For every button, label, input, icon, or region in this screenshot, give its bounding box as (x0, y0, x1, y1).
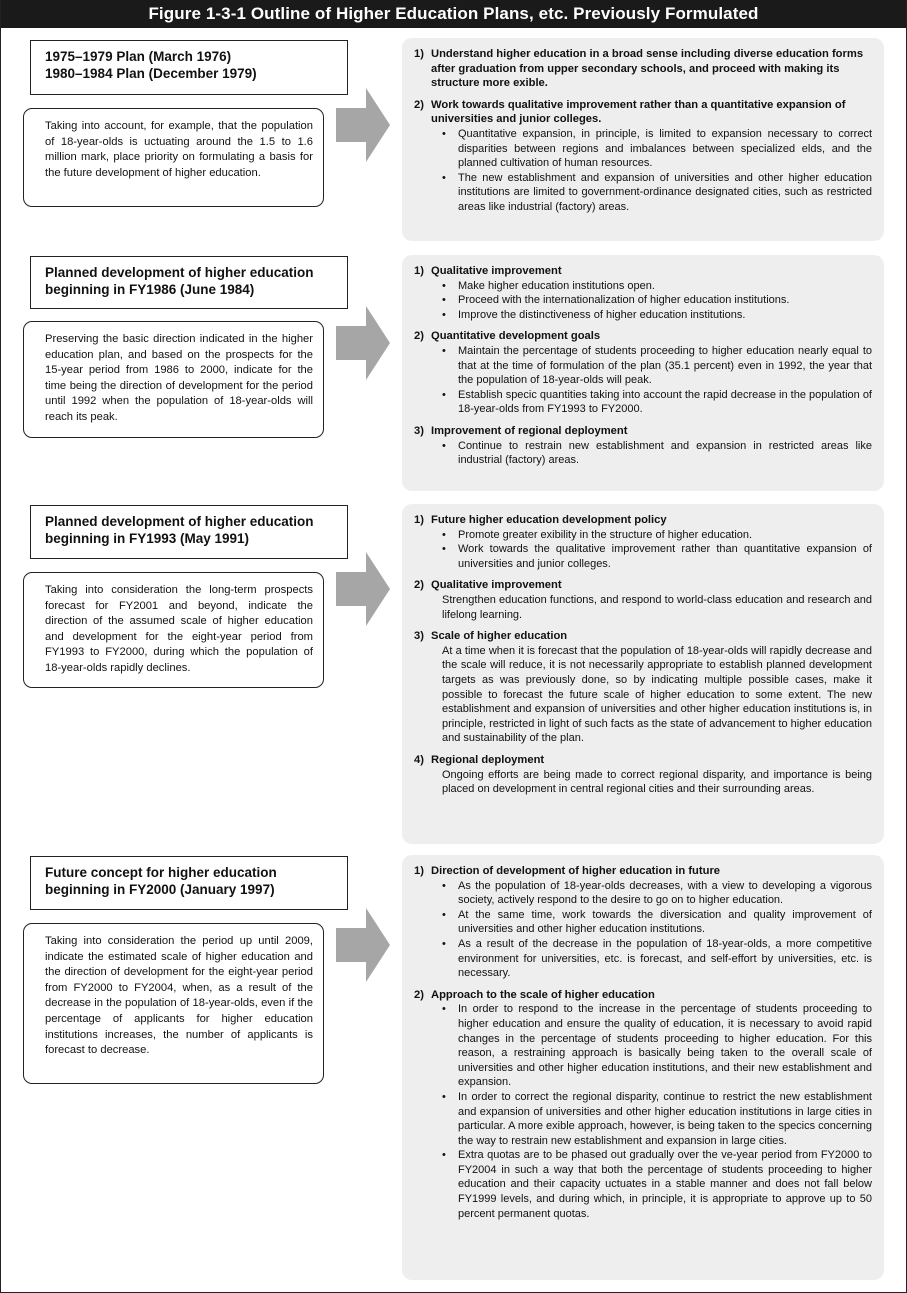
detail-item (414, 424, 872, 468)
plan-heading (30, 856, 348, 910)
bullet-item: • The new establishment and expansion of universities and other higher education institutions are limited to government-ordinance designated cities, such as restricted areas like industrial (factory) areas. (442, 171, 872, 215)
plan-description: Taking into consideration the period up until 2009, indicate the estimated scale of higher education and the direction of development for the eight-year period from FY2000 to FY2004, when, as a result of the decrease in the population of 18-year-olds, even if the percentage of applicants for higher education institutions increases, the number of applicants is forecast to decrease. (23, 923, 324, 1084)
item-number: 4) (414, 753, 424, 766)
bullet-item: • In order to respond to the increase in the percentage of students proceeding to higher education and ensure the quality of education, it is necessary to avoid rapid changes in the percentage of students proceeding to higher education. For this reason, a restraining approach is basically being taken to the overall scale of universities and other higher education institutions, and their new establishment and expansion. (442, 1002, 872, 1090)
bullet-item: • Proceed with the internationalization of higher education institutions. (442, 293, 872, 308)
detail-item (414, 629, 872, 746)
bullet-item: • Work towards the qualitative improvement rather than quantitative expansion of universities and junior colleges. (442, 542, 872, 571)
item-title: Qualitative improvement (431, 265, 562, 277)
item-number: 1) (414, 514, 424, 526)
item-title: Future higher education development policy (431, 514, 667, 526)
detail-item (414, 864, 872, 981)
bullet-item: • At the same time, work towards the diversication and quality improvement of universities and other higher education institutions. (442, 908, 872, 937)
right-arrow-icon (336, 552, 390, 626)
bullet-item: • Establish specic quantities taking into account the rapid decrease in the population of 18-year-olds from FY1993 to FY2000. (442, 388, 872, 417)
plan-heading (30, 256, 348, 309)
item-number: 1) (414, 865, 424, 877)
right-arrow-icon (336, 306, 390, 380)
bullet-item: • As a result of the decrease in the population of 18-year-olds, a more competitive environment for universities, etc. is forecast, and self-effort by universities, etc. is necessary. (442, 937, 872, 981)
bullet-item: • Improve the distinctiveness of higher education institutions. (442, 308, 872, 323)
item-number: 3) (414, 424, 424, 437)
plan-heading (30, 505, 348, 559)
item-title: Understand higher education in a broad sense including diverse education forms after graduation from upper secondary schools, and proceed with making its structure more exible. (431, 48, 864, 90)
item-title: Scale of higher education (431, 630, 568, 643)
bullet-item: • Extra quotas are to be phased out gradually over the ve-year period from FY2000 to FY2004 in such a way that both the percentage of students proceeding to higher education and their capacity uctuates in a stable manner and does not fall below FY1999 levels, and during which, in principle, it is appropriate to approve up to 50 percent permanent quotas. (442, 1148, 872, 1221)
plan-heading-line: Planned development of higher education beginning in FY1993 (May 1991) (45, 514, 314, 546)
item-title: Regional deployment (431, 753, 545, 766)
plan-details (402, 38, 884, 241)
item-number: 1) (414, 265, 424, 277)
bullet-item: • Maintain the percentage of students proceeding to higher education nearly equal to that at the time of formulation of the plan (35.1 percent) even in 1992, the year that the population of 18-year-olds will peak. (442, 344, 872, 388)
item-number: 3) (414, 630, 424, 643)
item-title: Quantitative development goals (431, 330, 601, 343)
plan-description: Preserving the basic direction indicated in the higher education plan, and based on the prospects for the 15-year period from 1986 to 2000, indicate for the time being the direction of development for the period until 1992 when the population of 18-year-olds will reach its peak. (23, 321, 324, 438)
detail-item (414, 988, 872, 1222)
detail-item (414, 47, 872, 91)
item-text: Strengthen education functions, and respond to world-class education and research and lifelong learning. (442, 593, 872, 621)
item-number: 1) (414, 48, 424, 60)
bullet-item: • In order to correct the regional disparity, continue to restrict the new establishment and expansion of universities and other higher education institutions in large cities in particular. A more exible approach, however, is being taken to the specics concerning the way to restrain new establishment and expansion in large cities. (442, 1090, 872, 1148)
item-title: Qualitative improvement (431, 579, 562, 592)
item-text: Ongoing efforts are being made to correct regional disparity, and importance is being placed on development in central regional cities and their surrounding areas. (442, 768, 872, 796)
bullet-item: • Make higher education institutions open. (442, 279, 872, 294)
plan-description: Taking into consideration the long-term prospects forecast for FY2001 and beyond, indicate the direction of the assumed scale of higher education and development for the eight-year period from FY1993 to FY2000, during which the population of 18-year-olds rapidly declines. (23, 572, 324, 688)
item-number: 2) (414, 988, 424, 1001)
plan-heading-line: 1975–1979 Plan (March 1976) (45, 49, 232, 64)
detail-item (414, 264, 872, 322)
bullet-item: • Quantitative expansion, in principle, is limited to expansion necessary to correct disparities between regions and imbalances between specialized elds, and the planned cultivation of human resources. (442, 127, 872, 171)
plan-heading-line: 1980–1984 Plan (December 1979) (45, 66, 257, 81)
bullet-item: • Promote greater exibility in the structure of higher education. (442, 528, 872, 543)
plan-details (402, 255, 884, 491)
plan-details (402, 855, 884, 1280)
bullet-item: • Continue to restrain new establishment and expansion in restricted areas like industrial (factory) areas. (442, 439, 872, 468)
item-number: 2) (414, 330, 424, 343)
detail-item (414, 98, 872, 215)
plan-heading-line: Future concept for higher education beginning in FY2000 (January 1997) (45, 865, 277, 897)
figure-title: Figure 1-3-1 Outline of Higher Education Plans, etc. Previously Formulated (1, 0, 906, 28)
detail-item (414, 753, 872, 797)
detail-item (414, 513, 872, 571)
right-arrow-icon (336, 908, 390, 982)
plan-details (402, 504, 884, 844)
item-text: At a time when it is forecast that the population of 18-year-olds will rapidly decrease and the scale will reduce, it is not necessarily appropriate to establish planned development targets as was previously done, so by indicating multiple possible cases, make it possible to forecast the future scale of higher education to some extent. The new establishment and expansion of universities and other higher education institutions is, in principle, restricted in light of such facts as the state of advancement to higher education and sustainability of the plan. (442, 644, 872, 745)
detail-item (414, 329, 872, 417)
plan-heading-line: Planned development of higher education beginning in FY1986 (June 1984) (45, 265, 314, 297)
item-title: Improvement of regional deployment (431, 424, 628, 437)
plan-description: Taking into account, for example, that the population of 18-year-olds is uctuating around the 1.5 to 1.6 million mark, place priority on formulating a basis for the future development of higher education. (23, 108, 324, 207)
right-arrow-icon (336, 88, 390, 162)
item-number: 2) (414, 98, 424, 111)
item-title: Approach to the scale of higher education (431, 988, 655, 1001)
bullet-item: • As the population of 18-year-olds decreases, with a view to developing a vigorous society, actively respond to the desire to go on to higher education. (442, 879, 872, 908)
item-title: Direction of development of higher education in future (431, 865, 721, 877)
item-title: Work towards qualitative improvement rather than a quantitative expansion of universities and junior colleges. (431, 98, 846, 126)
plan-heading (30, 40, 348, 95)
detail-item (414, 578, 872, 622)
item-number: 2) (414, 579, 424, 592)
